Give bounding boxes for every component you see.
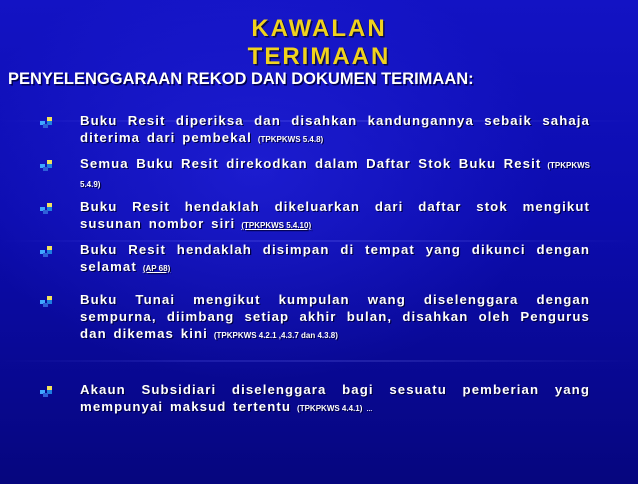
- list-item-text: [80, 198, 590, 234]
- item-text: Akaun Subsidiari diselenggara bagi sesuatu pemberian yang mempunyai maksud tertentu: [80, 382, 590, 414]
- slide-subtitle: PENYELENGGARAAN REKOD DAN DOKUMEN TERIMAAN:: [8, 70, 474, 88]
- bullet-icon: [40, 117, 52, 128]
- reference-code: (TPKPKWS 5.4.10): [241, 221, 312, 230]
- reference-code: (TPKPKWS 4.4.1): [297, 404, 363, 413]
- item-text: Buku Resit hendaklah dikeluarkan dari daftar stok mengikut susunan nombor siri: [80, 199, 590, 231]
- reference-code: (AP 68): [142, 264, 171, 273]
- item-text: Buku Resit diperiksa dan disahkan kandungannya sebaik sahaja diterima dari pembekal: [80, 113, 590, 145]
- slide-title-line1: KAWALAN: [251, 15, 387, 42]
- list-item-text: [80, 112, 590, 148]
- list-item-text: [80, 381, 590, 419]
- bullet-icon: [40, 386, 52, 397]
- reference-code: (TPKPKWS 4.2.1 ,4.3.7 dan 4.3.8): [213, 331, 338, 340]
- list-item-text: [80, 155, 590, 193]
- slide-title-line2: TERIMAAN: [247, 43, 391, 70]
- item-text: Buku Resit hendaklah disimpan di tempat yang dikunci dengan selamat: [80, 242, 590, 274]
- bullet-icon: [40, 296, 52, 307]
- reference-code: (TPKPKWS 5.4.9): [80, 161, 590, 189]
- ellipsis-mark: …: [366, 407, 373, 413]
- bullet-icon: [40, 160, 52, 171]
- item-text: Buku Tunai mengikut kumpulan wang diselenggara dengan sempurna, diimbang setiap akhir bulan, disahkan oleh Pengurus dan dikemas kini: [80, 292, 590, 341]
- bullet-icon: [40, 246, 52, 257]
- list-item-text: [80, 241, 590, 277]
- item-text: Semua Buku Resit direkodkan dalam Daftar Stok Buku Resit: [80, 156, 542, 171]
- bullet-icon: [40, 203, 52, 214]
- reference-code: (TPKPKWS 5.4.8): [257, 135, 324, 144]
- list-item-text: [80, 291, 590, 344]
